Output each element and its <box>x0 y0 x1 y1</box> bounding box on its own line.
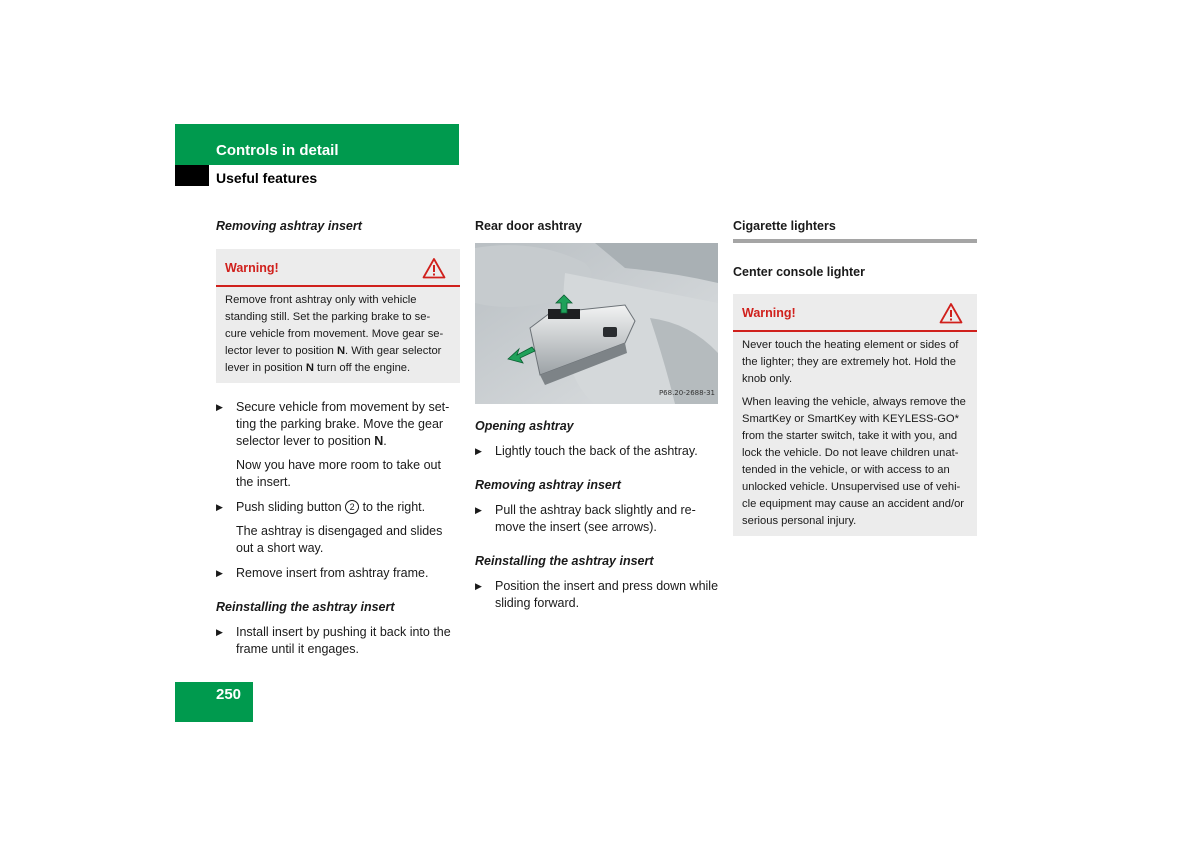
step-secure-vehicle <box>216 399 460 450</box>
step-note: Now you have more room to take out the insert. <box>236 458 441 489</box>
step-text: Remove insert from ashtray frame. <box>236 566 429 580</box>
cigarette-lighters-heading: Cigarette lighters <box>733 219 836 233</box>
ashtray-illustration <box>475 243 718 404</box>
reinstall-heading-2: Reinstalling the ashtray insert <box>475 554 654 568</box>
chapter-title: Controls in detail <box>216 142 339 159</box>
warning-header <box>216 249 460 287</box>
step-push-button <box>216 499 460 516</box>
warning-title: Warning! <box>225 260 279 275</box>
figure-caption: P68.20-2688-31 <box>658 389 715 397</box>
header-marker <box>175 165 209 186</box>
center-console-lighter-heading: Center console lighter <box>733 265 865 279</box>
step-install-insert <box>216 624 460 658</box>
warning-paragraph-2: When leaving the vehicle, always remove the SmartKey or SmartKey with KEYLESS-GO* from the starter switch, take it with you, and lock the vehicle. Do not leave children unat-tended in the vehicle, or with access to an unlocked vehicle. Unsupervised use of vehi-cle equipment may cause an accident and/or serious personal injury. <box>742 396 966 527</box>
step-reinstall <box>475 578 719 612</box>
step-text: Lightly touch the back of the ashtray. <box>495 444 698 458</box>
step-text: Position the insert and press down while sliding forward. <box>495 579 719 610</box>
opening-ashtray-heading: Opening ashtray <box>475 419 574 433</box>
step-removing <box>475 502 719 536</box>
bullet-arrow-icon: ▶ <box>216 502 223 512</box>
rear-door-ashtray-heading: Rear door ashtray <box>475 219 582 233</box>
step-opening <box>475 443 719 460</box>
warning-text: Remove front ashtray only with vehicle standing still. Set the parking brake to se-cure vehicle from movement. Move gear se-lector lever to position N. With gear selector lever in position N turn off the engine. <box>225 294 444 374</box>
ashtray-drawing <box>475 243 718 404</box>
removing-insert-heading: Removing ashtray insert <box>216 219 362 233</box>
warning-box <box>216 249 460 383</box>
warning-title: Warning! <box>742 305 796 320</box>
warning-paragraph-1: Never touch the heating element or sides of the lighter; they are extremely hot. Hold the knob only. <box>742 339 959 385</box>
bullet-arrow-icon: ▶ <box>475 581 482 591</box>
bullet-arrow-icon: ▶ <box>216 627 223 637</box>
warning-text <box>733 332 977 536</box>
warning-triangle-icon <box>939 302 963 324</box>
step-note: The ashtray is disengaged and slides out a short way. <box>236 524 443 555</box>
bullet-arrow-icon: ▶ <box>475 446 482 456</box>
page-number-box <box>175 682 253 722</box>
removing-insert-heading-2: Removing ashtray insert <box>475 478 621 492</box>
section-title: Useful features <box>216 170 318 186</box>
column-2 <box>475 218 719 612</box>
step-text: Install insert by pushing it back into the frame until it engages. <box>236 625 451 656</box>
bullet-arrow-icon: ▶ <box>216 568 223 578</box>
column-1 <box>216 218 460 658</box>
circled-number: 2 <box>345 500 359 514</box>
page-number: 250 <box>216 686 242 703</box>
step-text: Push sliding button 2 to the right. <box>236 500 426 514</box>
bullet-arrow-icon: ▶ <box>216 402 223 412</box>
bullet-arrow-icon: ▶ <box>475 505 482 515</box>
column-3 <box>733 218 977 536</box>
reinstall-heading: Reinstalling the ashtray insert <box>216 600 395 614</box>
step-remove-insert <box>216 565 460 582</box>
warning-box-lighter <box>733 294 977 536</box>
warning-triangle-icon <box>422 257 446 279</box>
heading-rule <box>733 239 977 243</box>
step-text: Secure vehicle from movement by set-ting the parking brake. Move the gear selector lever to position N. <box>236 400 450 448</box>
warning-header <box>733 294 977 332</box>
step-text: Pull the ashtray back slightly and re-move the insert (see arrows). <box>495 503 696 534</box>
